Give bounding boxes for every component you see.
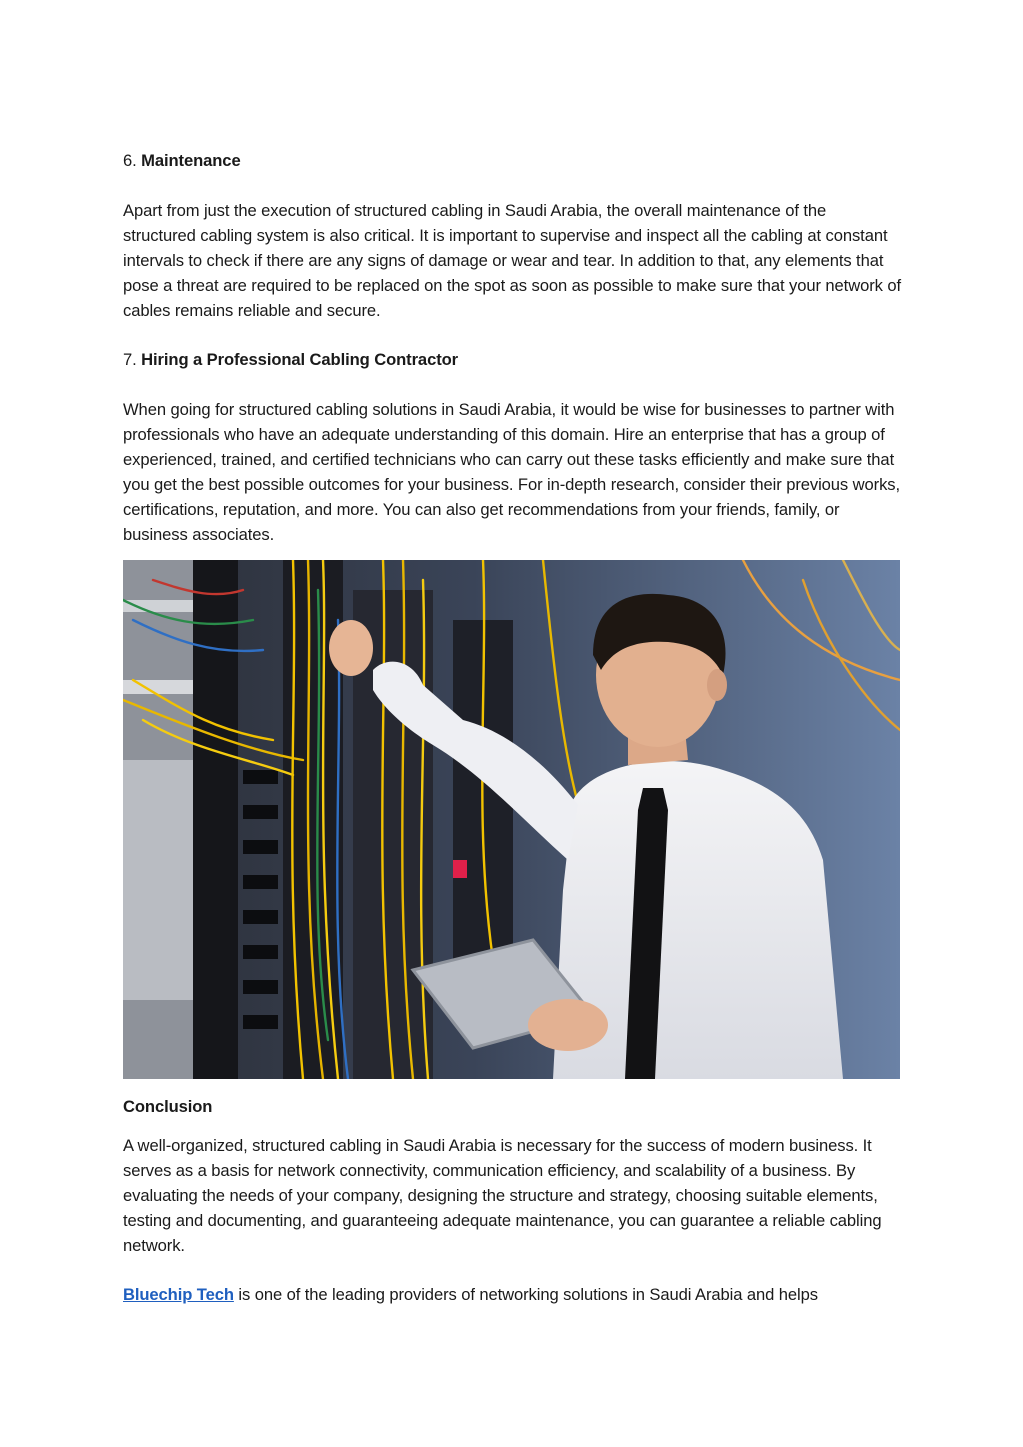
hiring-heading (123, 347, 903, 372)
hiring-number: 7. (123, 350, 142, 369)
maintenance-paragraph: Apart from just the execution of structured cabling in Saudi Arabia, the overall maintenance of the structured cabling system is also critical. It is important to supervise and inspect all the cabling at constant intervals to check if there are any signs of damage or wear and tear. In addition to that, any elements that pose a threat are required to be replaced on the spot as soon as possible to make sure that your network of cables remains reliable and secure. (123, 201, 901, 320)
conclusion-heading (123, 1094, 903, 1119)
conclusion-paragraph: A well-organized, structured cabling in Saudi Arabia is necessary for the success of modern business. It serves as a basis for network connectivity, communication efficiency, and scalability of a business. By evaluating the needs of your company, designing the structure and strategy, choosing suitable elements, testing and documenting, and guaranteeing adequate maintenance, you can guarantee a reliable cabling network. (123, 1136, 882, 1255)
bluechip-tech-link[interactable]: Bluechip Tech (123, 1285, 234, 1304)
maintenance-title: Maintenance (141, 151, 241, 170)
maintenance-number: 6. (123, 151, 142, 170)
maintenance-heading (123, 148, 903, 173)
hiring-title: Hiring a Professional Cabling Contractor (141, 350, 459, 369)
closing-text: is one of the leading providers of networking solutions in Saudi Arabia and helps (233, 1285, 818, 1304)
technician-photo (123, 560, 900, 1079)
closing-paragraph (123, 1282, 903, 1307)
hiring-paragraph: When going for structured cabling solutions in Saudi Arabia, it would be wise for businesses to partner with professionals who have an adequate understanding of this domain. Hire an enterprise that has a group of experienced, trained, and certified technicians who can carry out these tasks efficiently and make sure that you get the best possible outcomes for your business. For in-depth research, consider their previous works, certifications, reputation, and more. You can also get recommendations from your friends, family, or business associates. (123, 400, 900, 544)
conclusion-title: Conclusion (123, 1097, 213, 1116)
